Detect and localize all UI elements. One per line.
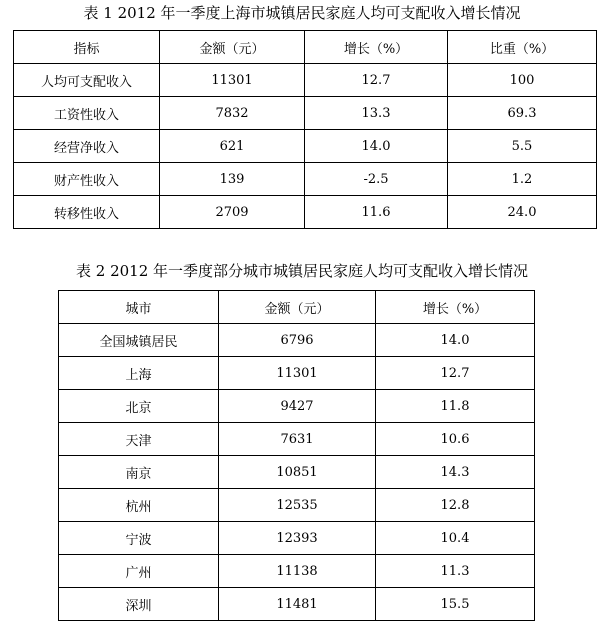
table-cell: 11.8 xyxy=(376,390,535,423)
column-header: 比重（%） xyxy=(448,31,597,64)
table-cell: 全国城镇居民 xyxy=(59,324,219,357)
table-row xyxy=(14,64,597,97)
table2-caption: 表 2 2012 年一季度部分城市城镇居民家庭人均可支配收入增长情况 xyxy=(75,262,529,280)
table-cell: 13.3 xyxy=(305,97,448,130)
table-cell: 11.6 xyxy=(305,196,448,229)
table-cell: 100 xyxy=(448,64,597,97)
table-cell: 人均可支配收入 xyxy=(14,64,160,97)
table-cell: 12535 xyxy=(219,489,376,522)
table-cell: 7631 xyxy=(219,423,376,456)
table-row xyxy=(59,555,535,588)
column-header: 金额（元） xyxy=(160,31,305,64)
table-cell: 12393 xyxy=(219,522,376,555)
table-cell: 10851 xyxy=(219,456,376,489)
table-cell: 12.7 xyxy=(305,64,448,97)
table-cell: 广州 xyxy=(59,555,219,588)
city-income-table xyxy=(58,290,535,621)
table-cell: 经营净收入 xyxy=(14,130,160,163)
table-row xyxy=(14,97,597,130)
table-cell: 工资性收入 xyxy=(14,97,160,130)
table-cell: 14.0 xyxy=(376,324,535,357)
column-header: 城市 xyxy=(59,291,219,324)
column-header: 增长（%） xyxy=(376,291,535,324)
table-cell: 上海 xyxy=(59,357,219,390)
table-cell: 24.0 xyxy=(448,196,597,229)
table-cell: 2709 xyxy=(160,196,305,229)
table-cell: -2.5 xyxy=(305,163,448,196)
table-row xyxy=(59,357,535,390)
table-header-row xyxy=(59,291,535,324)
table-cell: 北京 xyxy=(59,390,219,423)
table-cell: 9427 xyxy=(219,390,376,423)
table-cell: 7832 xyxy=(160,97,305,130)
table-cell: 财产性收入 xyxy=(14,163,160,196)
table-cell: 11481 xyxy=(219,588,376,621)
table-cell: 5.5 xyxy=(448,130,597,163)
table-row xyxy=(14,196,597,229)
table-cell: 6796 xyxy=(219,324,376,357)
table-cell: 621 xyxy=(160,130,305,163)
table-row xyxy=(14,163,597,196)
table-cell: 10.4 xyxy=(376,522,535,555)
table-cell: 1.2 xyxy=(448,163,597,196)
table-cell: 14.0 xyxy=(305,130,448,163)
table-row xyxy=(14,130,597,163)
table-cell: 11138 xyxy=(219,555,376,588)
table-row xyxy=(59,522,535,555)
table-row xyxy=(59,423,535,456)
table-cell: 南京 xyxy=(59,456,219,489)
table-row xyxy=(59,489,535,522)
table-cell: 转移性收入 xyxy=(14,196,160,229)
income-components-table xyxy=(13,30,597,229)
table-cell: 天津 xyxy=(59,423,219,456)
table-cell: 宁波 xyxy=(59,522,219,555)
table-cell: 15.5 xyxy=(376,588,535,621)
column-header: 增长（%） xyxy=(305,31,448,64)
table-cell: 12.8 xyxy=(376,489,535,522)
table1-caption: 表 1 2012 年一季度上海市城镇居民家庭人均可支配收入增长情况 xyxy=(83,4,521,22)
table-header-row xyxy=(14,31,597,64)
column-header: 金额（元） xyxy=(219,291,376,324)
table-cell: 139 xyxy=(160,163,305,196)
table-cell: 11.3 xyxy=(376,555,535,588)
table-cell: 杭州 xyxy=(59,489,219,522)
table-cell: 深圳 xyxy=(59,588,219,621)
table-row xyxy=(59,588,535,621)
table-row xyxy=(59,324,535,357)
table-cell: 69.3 xyxy=(448,97,597,130)
table-cell: 10.6 xyxy=(376,423,535,456)
table-row xyxy=(59,390,535,423)
table-cell: 11301 xyxy=(219,357,376,390)
table-cell: 11301 xyxy=(160,64,305,97)
column-header: 指标 xyxy=(14,31,160,64)
table-cell: 12.7 xyxy=(376,357,535,390)
table-cell: 14.3 xyxy=(376,456,535,489)
table-row xyxy=(59,456,535,489)
